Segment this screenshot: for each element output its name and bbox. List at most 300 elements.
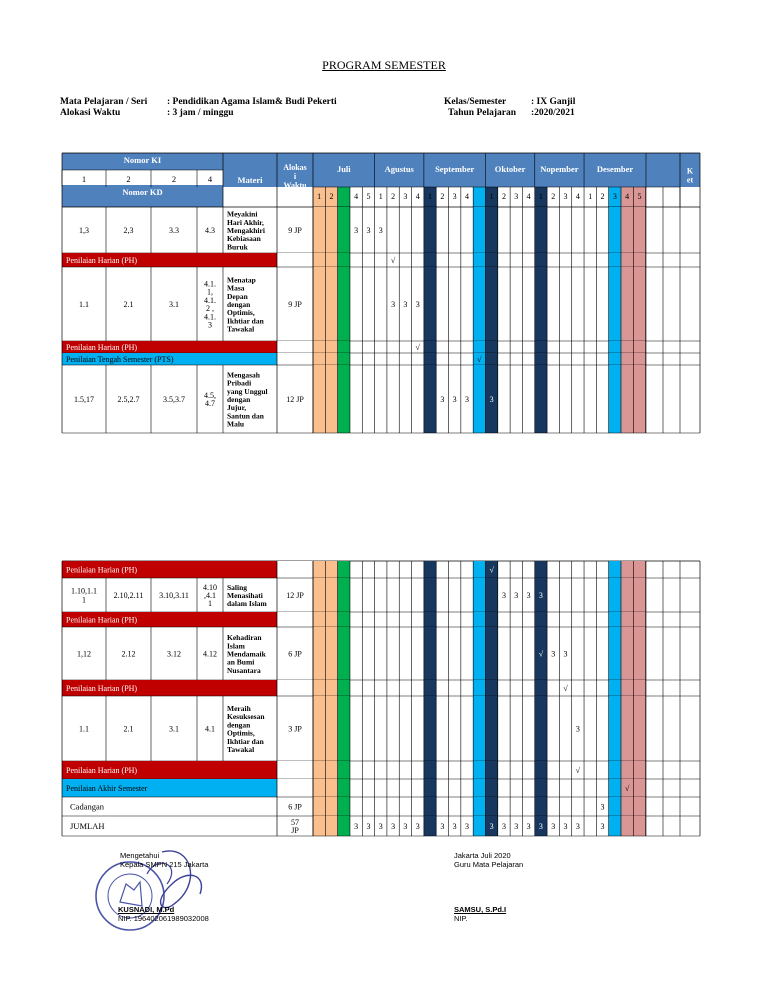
week-column-fill <box>633 353 645 365</box>
week-column-fill <box>633 696 645 761</box>
kd-3: 3.12 <box>167 649 181 659</box>
summary-waktu: JP <box>291 826 299 835</box>
waktu-cell-bg <box>277 680 313 696</box>
header-month: September <box>435 164 475 174</box>
kd-4: 1, <box>207 287 213 297</box>
week-column-fill <box>633 253 645 267</box>
week-column-fill <box>621 353 633 365</box>
week-column-fill <box>633 341 645 353</box>
week-column-fill <box>473 267 485 341</box>
week-column-fill <box>313 761 325 779</box>
header-ki-numbers-bg <box>62 170 223 187</box>
week-column-fill <box>609 341 621 353</box>
materi-text: Masa <box>227 283 245 293</box>
week-column-fill <box>485 627 497 680</box>
right-sig-nip: NIP. <box>454 914 468 923</box>
week-mark: 3 <box>465 395 469 404</box>
week-column-fill <box>535 779 547 797</box>
materi-text: Depan <box>227 291 248 301</box>
week-column-fill <box>485 253 497 267</box>
kd-3: 3.10,3.11 <box>159 591 189 600</box>
week-column-fill <box>535 696 547 761</box>
left-sig-name: KUSNADI, M.Pd <box>118 905 175 914</box>
week-column-fill <box>424 578 436 612</box>
week-column-fill <box>535 761 547 779</box>
week-column-fill <box>633 561 645 578</box>
header-week-number: 5 <box>637 192 642 201</box>
week-mark: 3 <box>403 300 408 309</box>
week-column-fill <box>609 797 621 816</box>
week-column-fill <box>621 761 633 779</box>
week-mark: 3 <box>588 822 593 831</box>
kd-4: 1 <box>208 599 212 609</box>
assessment-label: Penilaian Harian (PH) <box>66 766 138 775</box>
week-column-fill <box>325 680 337 696</box>
header-week-number: 4 <box>465 192 469 201</box>
week-column-fill <box>609 561 621 578</box>
header-week-number: 3 <box>514 192 519 201</box>
header-materi: Materi <box>237 175 263 185</box>
week-column-fill <box>621 612 633 627</box>
week-column-fill <box>535 207 547 253</box>
header-ket: et <box>686 175 694 185</box>
week-column-fill <box>424 561 436 578</box>
kd-4: 4.1. <box>204 312 216 322</box>
week-column-fill <box>473 365 485 433</box>
week-mark: 3 <box>489 822 494 831</box>
alokasi-waktu: 9 JP <box>288 226 302 235</box>
header-alokasi: Waktu <box>283 181 307 190</box>
week-mark: √ <box>477 355 482 364</box>
week-column-fill <box>338 696 350 761</box>
kd-4: 4.12 <box>203 649 217 659</box>
week-column-fill <box>325 797 337 816</box>
week-mark: √ <box>624 784 630 793</box>
week-column-fill <box>338 207 350 253</box>
week-column-fill <box>609 365 621 433</box>
week-mark: √ <box>489 565 494 575</box>
week-column-fill <box>338 612 350 627</box>
week-column-fill <box>325 267 337 341</box>
header-week-number: 4 <box>575 192 580 201</box>
week-column-fill <box>325 578 337 612</box>
week-column-fill <box>473 561 485 578</box>
tahun-label: Tahun Pelajaran <box>448 108 517 118</box>
kelas-value: : IX Ganjil <box>531 97 576 107</box>
week-column-fill <box>325 561 337 578</box>
kd-2: 2.10,2.11 <box>113 591 144 600</box>
mapel-value: : Pendidikan Agama Islam& Budi Pekerti <box>167 97 337 107</box>
week-mark: 3 <box>514 822 519 831</box>
week-column-fill <box>473 696 485 761</box>
materi-text: dengan <box>227 300 251 309</box>
week-mark: 3 <box>489 395 494 404</box>
week-column-fill <box>633 267 645 341</box>
week-column-fill <box>473 680 485 696</box>
assessment-label: Penilaian Harian (PH) <box>66 256 138 265</box>
kd-2: 2,3 <box>123 226 134 235</box>
header-month: Desember <box>596 164 634 174</box>
week-column-fill <box>621 696 633 761</box>
week-column-fill <box>325 341 337 353</box>
week-mark: 3 <box>501 591 506 600</box>
week-column-fill <box>535 797 547 816</box>
week-column-fill <box>338 627 350 680</box>
week-column-fill <box>621 207 633 253</box>
week-column-fill <box>338 341 350 353</box>
header-nomor-ki: Nomor KI <box>123 155 162 165</box>
week-column-fill <box>338 267 350 341</box>
week-column-fill <box>424 696 436 761</box>
header-week-number: 2 <box>440 192 445 201</box>
materi-text: Jujur, <box>227 403 247 413</box>
week-column-fill <box>609 761 621 779</box>
alokasi-waktu: 3 JP <box>288 724 302 734</box>
alokasi-waktu: 12 JP <box>286 591 304 600</box>
header-week-number: 3 <box>612 192 617 201</box>
week-column-fill <box>473 207 485 253</box>
week-mark: 3 <box>440 395 445 404</box>
header-ki-number: 2 <box>126 174 131 184</box>
week-column-fill <box>485 680 497 696</box>
week-column-fill <box>338 680 350 696</box>
week-column-fill <box>424 680 436 696</box>
week-column-fill <box>338 365 350 433</box>
summary-label: JUMLAH <box>70 821 105 831</box>
week-column-fill <box>473 761 485 779</box>
week-column-fill <box>473 779 485 797</box>
week-column-fill <box>338 797 350 816</box>
week-column-fill <box>338 816 350 836</box>
header-week-number: 4 <box>526 192 531 201</box>
week-mark: 3 <box>354 822 359 831</box>
kd-4: 4.10 <box>203 582 217 592</box>
header-month: Juli <box>336 164 351 174</box>
summary-label: Cadangan <box>70 801 104 812</box>
header-nomor-kd: Nomor KD <box>122 187 163 197</box>
header-week-number: 4 <box>415 192 420 201</box>
materi-text: Kesuksesan <box>227 712 265 722</box>
right-sig-line-2: Guru Mata Pelajaran <box>454 860 524 869</box>
week-column-fill <box>313 680 325 696</box>
kd-3: 3.1 <box>169 724 179 734</box>
week-column-fill <box>485 797 497 816</box>
week-mark: 3 <box>538 591 543 600</box>
week-column-fill <box>424 816 436 836</box>
week-mark: 3 <box>600 822 605 831</box>
alokasi-waktu: 9 JP <box>288 300 302 309</box>
materi-text: Kebiasaan <box>227 234 261 244</box>
week-column-fill <box>621 561 633 578</box>
waktu-cell-bg <box>277 612 313 627</box>
alokasi-label: Alokasi Waktu <box>60 108 121 118</box>
kd-4: 3 <box>208 320 212 330</box>
week-column-fill <box>338 353 350 365</box>
week-column-fill <box>313 816 325 836</box>
week-mark: 3 <box>354 226 359 235</box>
week-column-fill <box>338 253 350 267</box>
week-column-fill <box>325 207 337 253</box>
materi-text: dengan <box>227 720 251 730</box>
left-sig-line-1: Mengetahui <box>120 851 160 860</box>
week-column-fill <box>535 612 547 627</box>
materi-text: Meraih <box>227 704 251 713</box>
waktu-cell-bg <box>277 561 313 578</box>
week-column-fill <box>485 341 497 353</box>
week-column-fill <box>424 797 436 816</box>
kd-2: 2.1 <box>123 300 134 309</box>
week-column-fill <box>473 578 485 612</box>
left-sig-line-2: Kepala SMPN 215 Jakarta <box>120 860 209 869</box>
week-mark: 3 <box>403 822 408 831</box>
week-column-fill <box>485 696 497 761</box>
week-column-fill <box>609 779 621 797</box>
header-ki-number: 4 <box>207 174 213 184</box>
materi-text: Islam <box>227 641 245 651</box>
week-column-fill <box>338 561 350 578</box>
week-column-fill <box>473 341 485 353</box>
week-column-fill <box>609 816 621 836</box>
week-column-fill <box>633 207 645 253</box>
kd-4: 2 , <box>206 304 214 314</box>
week-column-fill <box>485 267 497 341</box>
header-ki-number: 2 <box>171 174 177 184</box>
week-mark: 3 <box>575 822 580 831</box>
header-month: Nopember <box>540 164 579 174</box>
week-column-fill <box>535 365 547 433</box>
header-week-number: 3 <box>403 192 408 201</box>
week-column-fill <box>325 779 337 797</box>
header-week-number: 1 <box>428 192 433 201</box>
header-week-number: 2 <box>329 192 334 201</box>
alokasi-waktu: 12 JP <box>286 395 304 404</box>
week-column-fill <box>473 797 485 816</box>
header-week-number: 3 <box>563 192 568 201</box>
kd-2: 2.5,2.7 <box>117 395 140 404</box>
header-alokasi: Alokas <box>283 163 307 172</box>
week-mark: √ <box>575 766 581 775</box>
kd-4: 4.1 <box>205 724 215 734</box>
week-mark: √ <box>415 343 420 352</box>
week-column-fill <box>621 253 633 267</box>
week-column-fill <box>473 627 485 680</box>
week-column-fill <box>609 612 621 627</box>
week-column-fill <box>485 207 497 253</box>
week-mark: 3 <box>378 226 383 235</box>
kd-1: 1,12 <box>77 649 91 659</box>
week-column-fill <box>535 561 547 578</box>
week-column-fill <box>621 578 633 612</box>
week-column-fill <box>633 797 645 816</box>
week-mark: 3 <box>501 822 506 831</box>
kd-1: 1.10,1.1 <box>71 586 97 596</box>
week-column-fill <box>313 612 325 627</box>
week-column-fill <box>485 612 497 627</box>
materi-text: Santun dan <box>227 411 264 421</box>
summary-waktu: 6 JP <box>288 802 302 812</box>
header-week-number: 3 <box>452 192 457 201</box>
header-month: Agustus <box>384 164 414 174</box>
week-column-fill <box>633 365 645 433</box>
week-column-fill <box>633 612 645 627</box>
waktu-cell-bg <box>277 253 313 267</box>
week-mark: √ <box>563 684 568 693</box>
kd-1: 1.1 <box>79 724 89 734</box>
week-column-fill <box>424 365 436 433</box>
materi-text: Menasihati <box>227 591 263 600</box>
materi-text: Malu <box>227 419 245 429</box>
alokasi-value: : 3 jam / minggu <box>167 108 234 118</box>
week-column-fill <box>424 761 436 779</box>
assessment-label: Penilaian Tengah Semester (PTS) <box>66 355 174 364</box>
week-column-fill <box>473 253 485 267</box>
week-column-fill <box>621 267 633 341</box>
week-column-fill <box>485 353 497 365</box>
week-mark: √ <box>538 649 544 659</box>
left-sig-nip: NIP. 196402061989032008 <box>118 914 209 923</box>
materi-text: Hari Akhir, <box>227 217 264 227</box>
week-mark: 3 <box>551 822 556 831</box>
week-column-fill <box>325 696 337 761</box>
header-week-number: 2 <box>391 192 396 201</box>
kd-2: 2.12 <box>121 649 136 659</box>
week-column-fill <box>633 779 645 797</box>
week-mark: 3 <box>563 822 568 831</box>
kd-4: 4.1. <box>204 279 216 289</box>
week-mark: 3 <box>452 822 457 831</box>
week-column-fill <box>609 627 621 680</box>
materi-text: Meyakini <box>227 209 258 219</box>
materi-text: Ikhtiar dan <box>227 736 264 746</box>
week-column-fill <box>609 353 621 365</box>
waktu-cell-bg <box>277 341 313 353</box>
week-column-fill <box>313 561 325 578</box>
header-week-number: 1 <box>317 192 322 201</box>
week-column-fill <box>473 816 485 836</box>
week-mark: 3 <box>452 395 457 404</box>
week-mark: 3 <box>514 591 519 600</box>
week-column-fill <box>325 253 337 267</box>
kd-1: 1.5,17 <box>74 395 94 404</box>
materi-text: Nusantara <box>227 665 261 675</box>
waktu-cell-bg <box>277 761 313 779</box>
week-mark: 3 <box>526 591 531 600</box>
week-column-fill <box>338 761 350 779</box>
kd-1: 1,3 <box>79 226 89 235</box>
materi-text: Kehadiran <box>227 633 262 643</box>
materi-text: Buruk <box>227 242 248 252</box>
week-column-fill <box>313 779 325 797</box>
kd-4: 4.5, <box>204 390 216 400</box>
materi-text: Saling <box>227 582 248 592</box>
header-week-number: 2 <box>501 192 506 201</box>
tahun-value: :2020/2021 <box>531 108 575 118</box>
week-column-fill <box>325 365 337 433</box>
week-mark: 3 <box>551 649 556 659</box>
materi-text: Ikhtiar dan <box>227 316 264 326</box>
header-ket: K <box>686 166 694 176</box>
week-column-fill <box>338 187 350 207</box>
materi-text: yang Unggul <box>227 386 268 396</box>
week-mark: 3 <box>465 822 469 831</box>
week-column-fill <box>609 578 621 612</box>
materi-text: Menatap <box>227 275 256 285</box>
kd-4: 4.1. <box>204 295 216 305</box>
header-week-number: 5 <box>366 192 371 201</box>
header-week-number: 1 <box>588 192 593 201</box>
week-column-fill <box>473 612 485 627</box>
week-column-fill <box>325 612 337 627</box>
materi-text: Optimis, <box>227 308 255 318</box>
assessment-label: Penilaian Harian (PH) <box>66 565 138 575</box>
week-mark: 3 <box>415 300 420 309</box>
week-column-fill <box>424 341 436 353</box>
week-mark: 3 <box>563 649 568 659</box>
mapel-label: Mata Pelajaran / Seri <box>60 97 148 107</box>
week-column-fill <box>313 267 325 341</box>
week-column-fill <box>424 207 436 253</box>
week-column-fill <box>424 627 436 680</box>
header-week-number: 2 <box>600 192 605 201</box>
summary-waktu: 57 <box>291 818 299 827</box>
header-week-number: 1 <box>378 192 383 201</box>
assessment-label: Penilaian Harian (PH) <box>66 343 138 352</box>
week-mark: 3 <box>440 822 445 831</box>
materi-text: Tawakal <box>227 745 255 754</box>
header-alokasi: i <box>293 172 297 181</box>
kelas-label: Kelas/Semester <box>444 97 507 107</box>
week-column-fill <box>313 797 325 816</box>
assessment-label: Penilaian Akhir Semester <box>66 784 148 793</box>
week-mark: 3 <box>526 822 531 831</box>
week-column-fill <box>609 207 621 253</box>
materi-text: an Bumi <box>227 657 255 667</box>
right-sig-name: SAMSU, S.Pd.I <box>454 905 507 914</box>
week-mark: 3 <box>600 802 605 812</box>
kd-3: 3.5,3.7 <box>163 395 185 404</box>
week-column-fill <box>485 779 497 797</box>
week-column-fill <box>313 253 325 267</box>
kd-3: 3.3 <box>169 226 179 235</box>
week-column-fill <box>621 680 633 696</box>
week-column-fill <box>313 341 325 353</box>
materi-text: Tawakal <box>227 324 255 334</box>
header-week-number: 1 <box>489 192 494 201</box>
week-column-fill <box>621 365 633 433</box>
week-mark: 3 <box>538 822 543 831</box>
week-column-fill <box>633 578 645 612</box>
week-mark: 3 <box>366 226 371 235</box>
week-column-fill <box>609 253 621 267</box>
week-column-fill <box>424 353 436 365</box>
kd-2: 2.1 <box>123 724 134 734</box>
week-column-fill <box>325 816 337 836</box>
right-sig-line-1: Jakarta Juli 2020 <box>454 851 511 860</box>
week-column-fill <box>609 680 621 696</box>
week-column-fill <box>485 761 497 779</box>
waktu-cell-bg <box>277 353 313 365</box>
header-week-number: 4 <box>354 192 359 201</box>
week-column-fill <box>621 627 633 680</box>
week-column-fill <box>535 267 547 341</box>
week-column-fill <box>313 207 325 253</box>
week-column-fill <box>338 578 350 612</box>
materi-text: Mengasah <box>227 370 260 380</box>
week-column-fill <box>424 253 436 267</box>
week-mark: 3 <box>575 724 580 734</box>
week-column-fill <box>633 627 645 680</box>
week-column-fill <box>313 578 325 612</box>
